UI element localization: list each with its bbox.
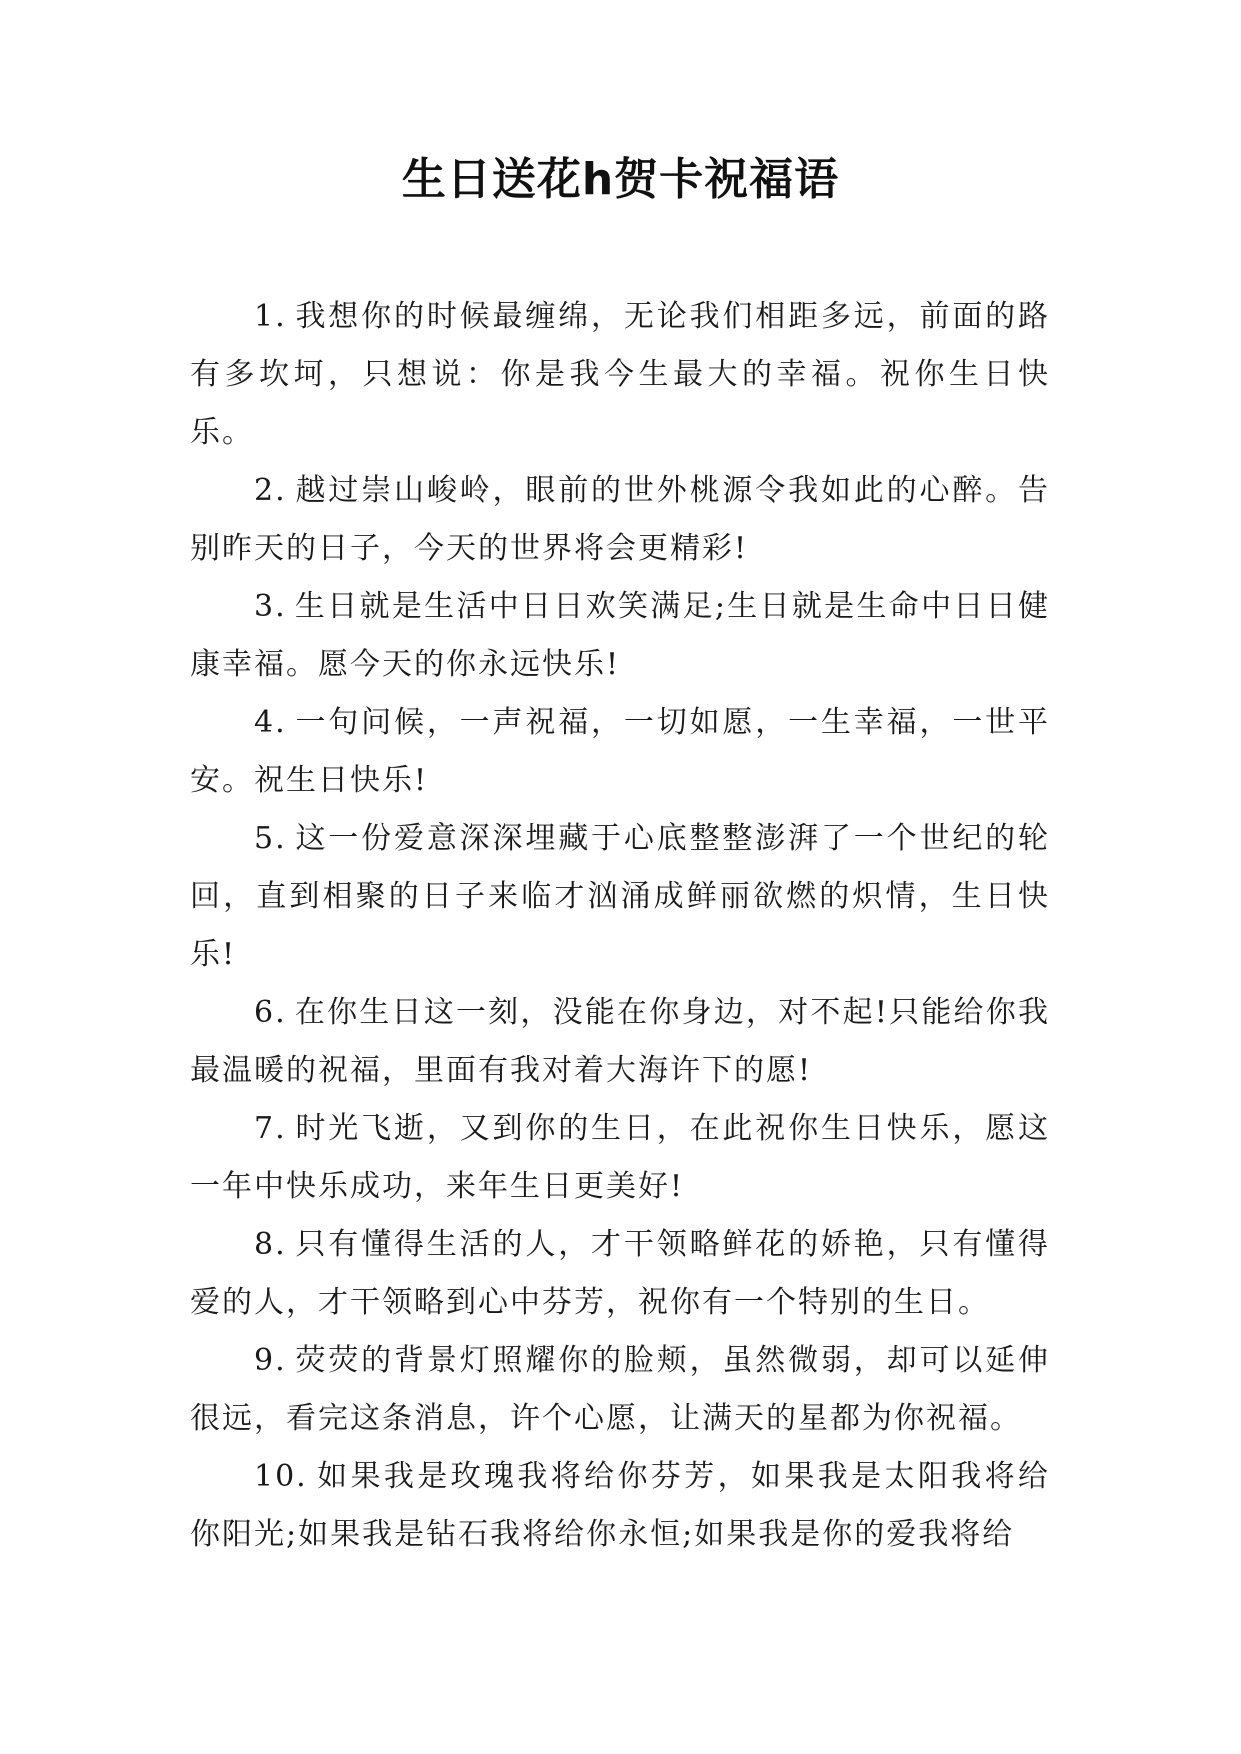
paragraph [190, 694, 1050, 810]
paragraph [190, 984, 1050, 1100]
paragraph-number: 6. [254, 995, 287, 1030]
paragraph [190, 288, 1050, 462]
document-title: 生日送花h贺卡祝福语 [401, 154, 840, 205]
paragraph [190, 578, 1050, 694]
paragraph-text: 生日就是生活中日日欢笑满足;生日就是生命中日日健康幸福。愿今天的你永远快乐! [190, 589, 1050, 682]
paragraph-number: 4. [254, 705, 287, 740]
paragraph-text: 荧荧的背景灯照耀你的脸颊，虽然微弱，却可以延伸很远，看完这条消息，许个心愿，让满天的星都为你祝福。 [190, 1343, 1050, 1436]
paragraph-text: 如果我是玫瑰我将给你芬芳，如果我是太阳我将给你阳光;如果我是钻石我将给你永恒;如果我是你的爱我将给 [190, 1459, 1050, 1552]
paragraph-text: 越过崇山峻岭，眼前的世外桃源令我如此的心醉。告别昨天的日子，今天的世界将会更精彩! [190, 473, 1050, 566]
paragraph [190, 1332, 1050, 1448]
paragraph-number: 3. [254, 589, 287, 624]
paragraph [190, 1216, 1050, 1332]
paragraph-number: 7. [254, 1111, 287, 1146]
paragraph [190, 1448, 1050, 1564]
document-body [190, 288, 1050, 1564]
paragraph-number: 2. [254, 473, 287, 508]
paragraph-text: 一句问候，一声祝福，一切如愿，一生幸福，一世平安。祝生日快乐! [190, 705, 1050, 798]
paragraph-number: 10. [254, 1459, 308, 1494]
paragraph-number: 1. [254, 299, 287, 334]
paragraph-text: 我想你的时候最缠绵，无论我们相距多远，前面的路有多坎坷，只想说：你是我今生最大的幸福。祝你生日快乐。 [190, 299, 1050, 450]
paragraph-text: 这一份爱意深深埋藏于心底整整澎湃了一个世纪的轮回，直到相聚的日子来临才汹涌成鲜丽欲燃的炽情，生日快乐! [190, 821, 1050, 972]
paragraph-number: 8. [254, 1227, 287, 1262]
paragraph-text: 在你生日这一刻，没能在你身边，对不起!只能给你我最温暖的祝福，里面有我对着大海许下的愿! [190, 995, 1050, 1088]
paragraph-text: 时光飞逝，又到你的生日，在此祝你生日快乐，愿这一年中快乐成功，来年生日更美好! [190, 1111, 1050, 1204]
paragraph-text: 只有懂得生活的人，才干领略鲜花的娇艳，只有懂得爱的人，才干领略到心中芬芳，祝你有一个特别的生日。 [190, 1227, 1050, 1320]
paragraph-number: 5. [254, 821, 287, 856]
paragraph-number: 9. [254, 1343, 287, 1378]
paragraph [190, 462, 1050, 578]
paragraph [190, 810, 1050, 984]
paragraph [190, 1100, 1050, 1216]
